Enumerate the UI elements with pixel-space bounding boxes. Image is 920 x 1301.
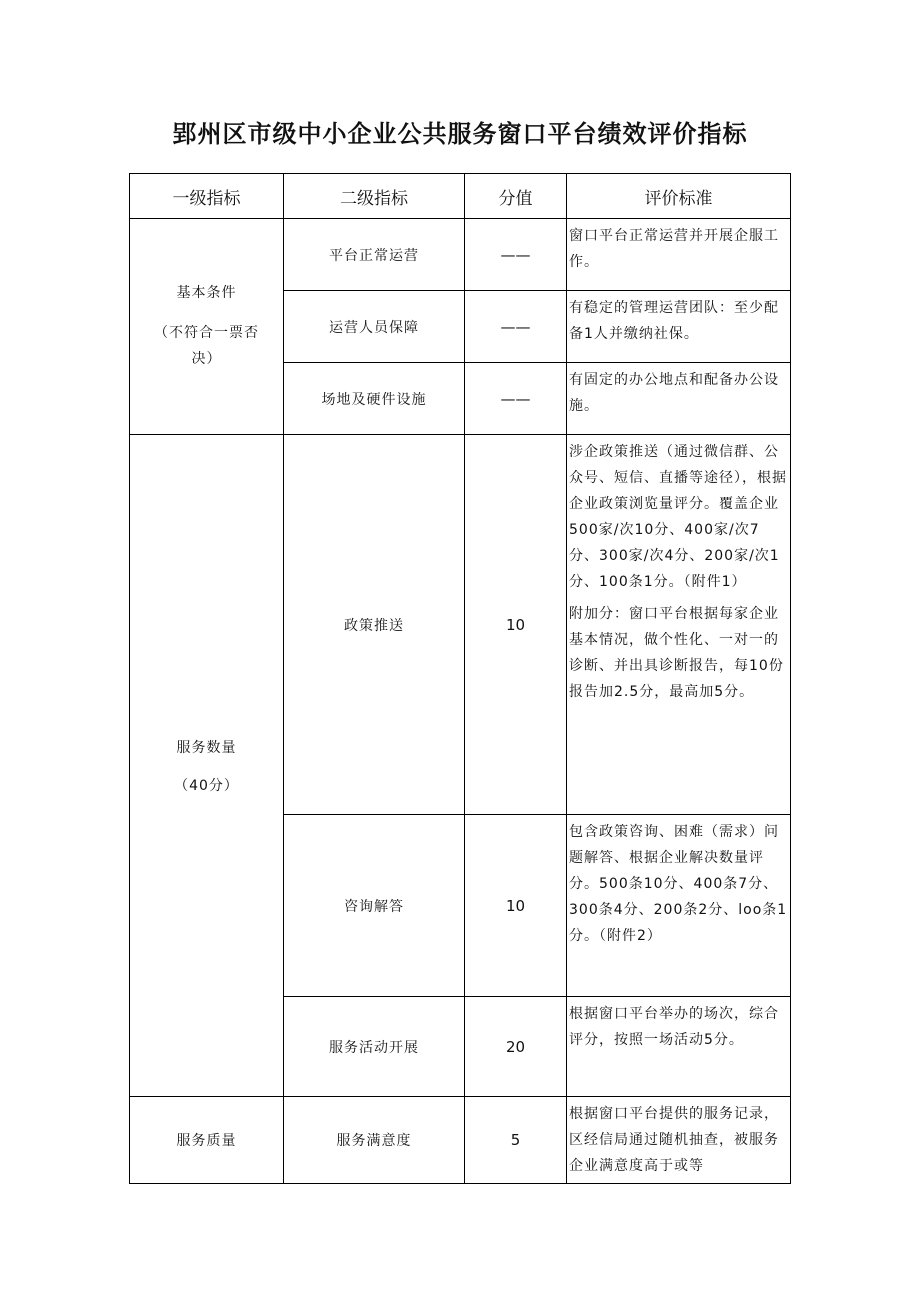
item-criteria — [567, 291, 791, 363]
item-criteria — [567, 815, 791, 997]
criteria-text: 窗口平台正常运营并开展企服工作。 — [569, 228, 779, 270]
table-row — [130, 1097, 791, 1184]
group-quantity — [130, 435, 284, 1097]
item-score: 20 — [465, 997, 567, 1097]
criteria-text: 根据窗口平台举办的场次，综合评分，按照一场活动5分。 — [569, 1006, 779, 1048]
group-basic-name: 基本条件 — [176, 284, 237, 301]
item-criteria — [567, 219, 791, 291]
group-quantity-note: （40分） — [174, 777, 239, 794]
criteria-text: 涉企政策推送（通过微信群、公众号、短信、直播等途径），根据企业政策浏览量评分。覆盖企业500家/次10分、400家/次7分、300家/次4分、200家/次1分、100条1分。（附件1） — [569, 444, 787, 590]
item-criteria — [567, 435, 791, 815]
group-basic-note: （不符合一票否决） — [154, 324, 259, 367]
item-name: 服务满意度 — [284, 1097, 465, 1184]
item-score: 5 — [465, 1097, 567, 1184]
item-name: 服务活动开展 — [284, 997, 465, 1097]
group-basic — [130, 219, 284, 435]
table-header-row — [130, 174, 791, 219]
item-score: —— — [465, 291, 567, 363]
item-name: 政策推送 — [284, 435, 465, 815]
item-score: —— — [465, 363, 567, 435]
item-score: —— — [465, 219, 567, 291]
evaluation-table — [129, 173, 791, 1184]
group-quantity-name: 服务数量 — [176, 739, 237, 756]
table-row — [130, 435, 791, 815]
criteria-text: 有固定的办公地点和配备办公设施。 — [569, 372, 779, 414]
item-score: 10 — [465, 435, 567, 815]
item-name: 运营人员保障 — [284, 291, 465, 363]
item-name: 场地及硬件设施 — [284, 363, 465, 435]
header-level1: 一级指标 — [130, 174, 284, 219]
header-level2: 二级指标 — [284, 174, 465, 219]
item-criteria — [567, 1097, 791, 1184]
item-criteria — [567, 363, 791, 435]
item-score: 10 — [465, 815, 567, 997]
criteria-bonus-text: 附加分：窗口平台根据每家企业基本情况，做个性化、一对一的诊断、并出具诊断报告，每10份报告加2.5分，最高加5分。 — [569, 606, 784, 700]
item-name: 平台正常运营 — [284, 219, 465, 291]
criteria-text: 有稳定的管理运营团队：至少配备1人并缴纳社保。 — [569, 300, 779, 342]
item-criteria — [567, 997, 791, 1097]
page-title: 郢州区市级中小企业公共服务窗口平台绩效评价指标 — [172, 120, 748, 148]
header-criteria: 评价标准 — [567, 174, 791, 219]
criteria-text: 根据窗口平台提供的服务记录，区经信局通过随机抽查，被服务企业满意度高于或等 — [569, 1106, 779, 1174]
header-score: 分值 — [465, 174, 567, 219]
criteria-text: 包含政策咨询、困难（需求）问题解答、根据企业解决数量评分。500条10分、400条7分、300条4分、200条2分、loo条1分。（附件2） — [569, 824, 788, 944]
group-quality: 服务质量 — [130, 1097, 284, 1184]
item-name: 咨询解答 — [284, 815, 465, 997]
table-row — [130, 219, 791, 291]
